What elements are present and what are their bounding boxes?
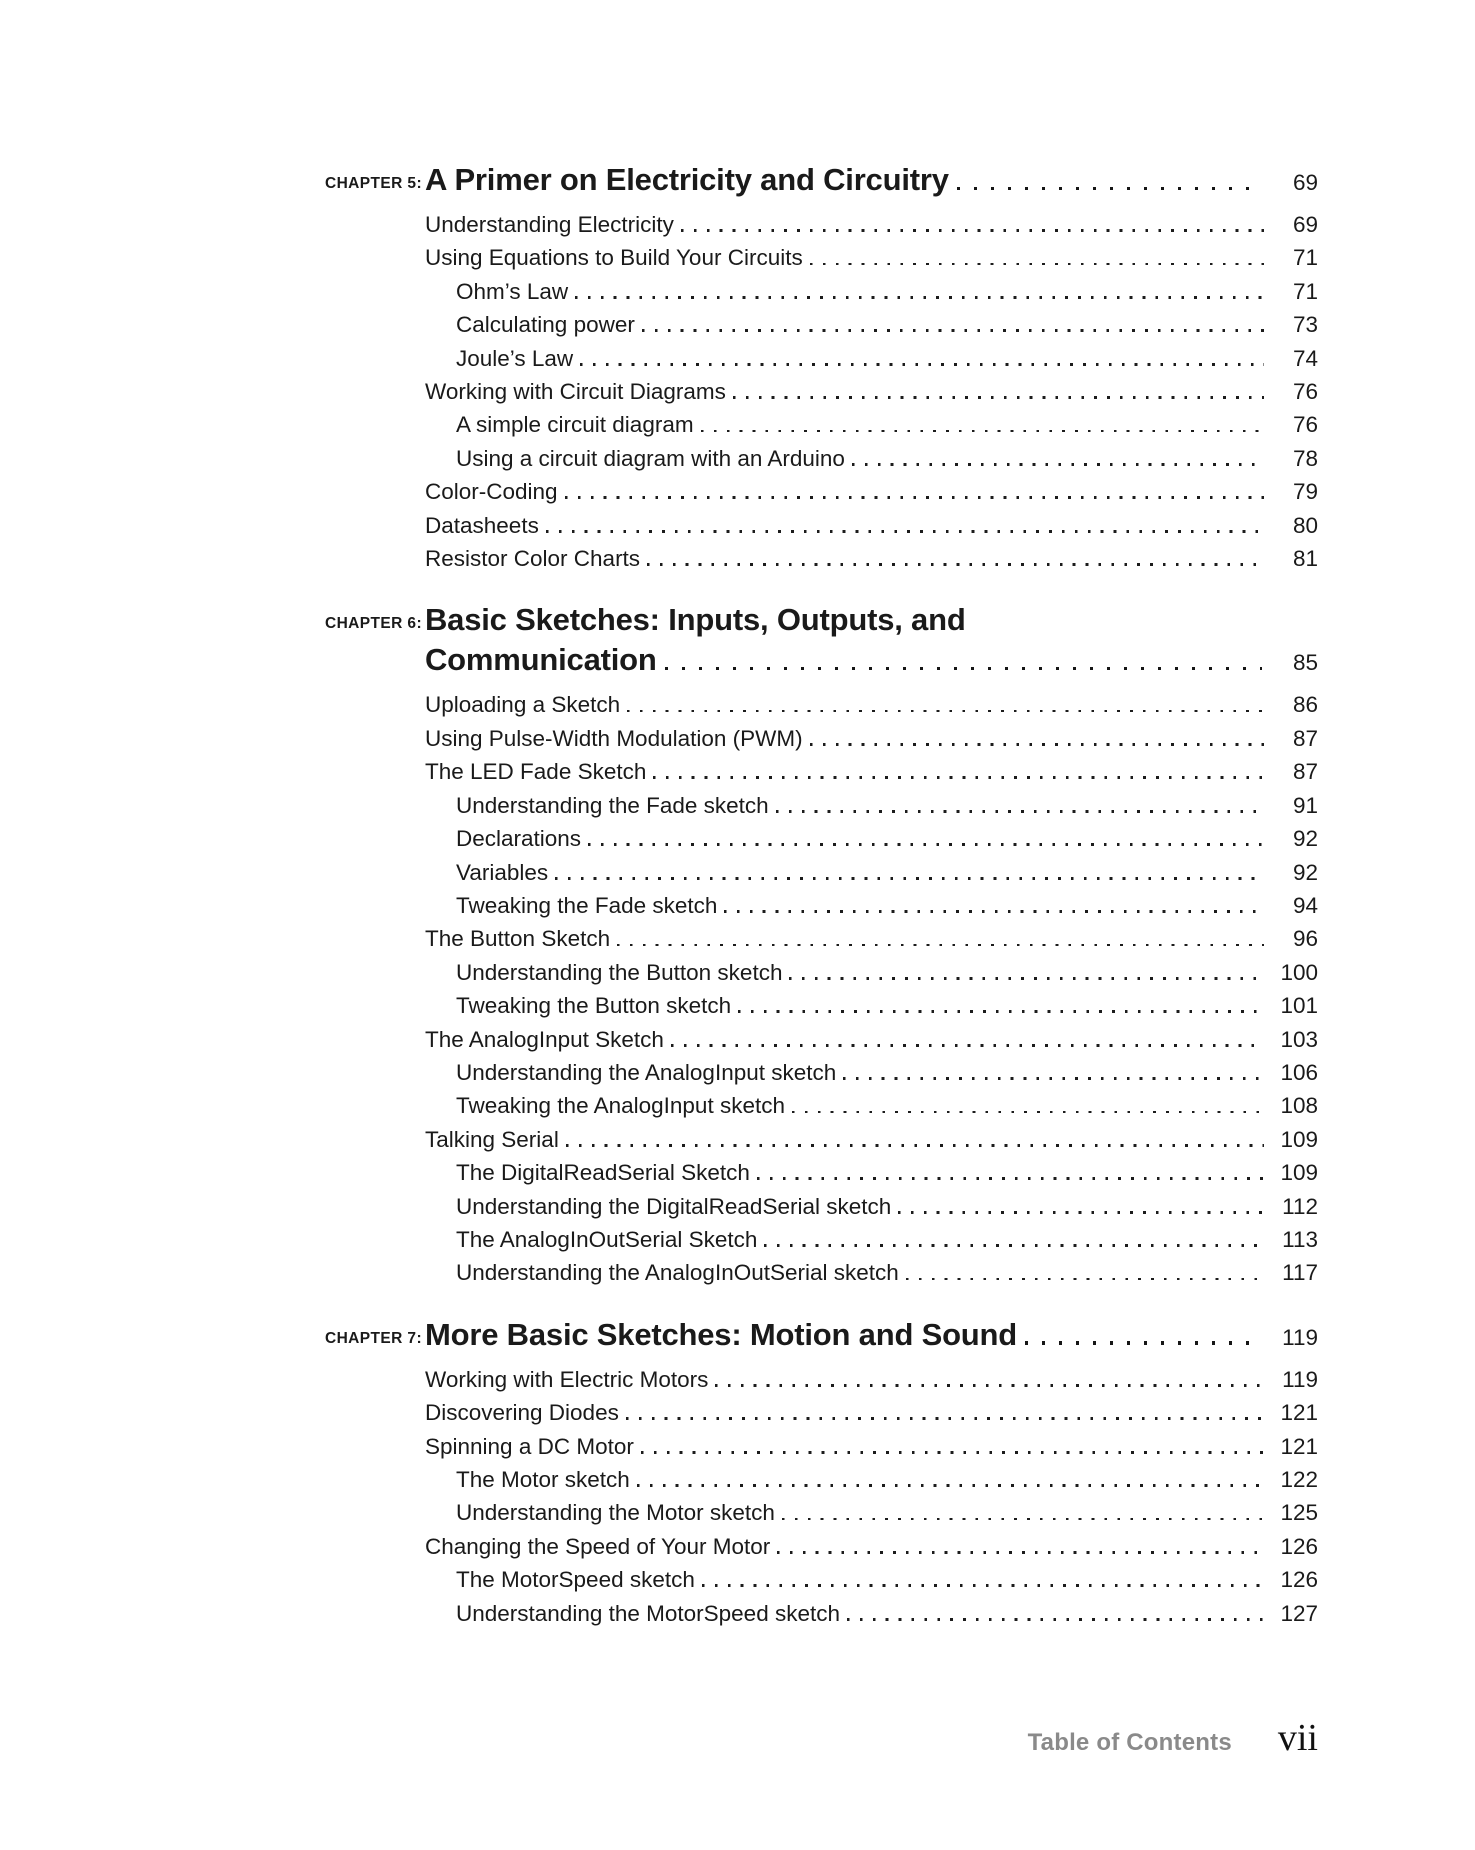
chapter-heading <box>425 160 1318 203</box>
toc-entry <box>425 822 1318 855</box>
toc-entry <box>425 1563 1318 1596</box>
chapter-entries <box>425 688 1318 1289</box>
toc-entry-page-number: 125 <box>1280 1500 1318 1526</box>
toc-entry-title: Understanding the Motor sketch <box>456 1500 775 1526</box>
toc-chapter <box>325 600 1318 1289</box>
toc-entry-page-number: 91 <box>1292 792 1318 818</box>
toc-entry-page-number: 79 <box>1292 479 1318 505</box>
toc-entry-title: Using Pulse-Width Modulation (PWM) <box>425 725 803 751</box>
toc-entry-page-number: 126 <box>1280 1567 1318 1593</box>
dot-leader <box>715 1384 1264 1387</box>
dot-leader <box>617 944 1264 947</box>
chapter-heading <box>425 600 1318 683</box>
toc-entry-page-number: 109 <box>1280 1160 1318 1186</box>
dot-leader <box>580 363 1264 366</box>
toc-entry-title: A simple circuit diagram <box>456 412 694 438</box>
toc-entry-page-number: 117 <box>1282 1260 1318 1286</box>
dot-leader <box>653 776 1264 779</box>
toc-entry-page-number: 127 <box>1280 1600 1318 1626</box>
toc-entry <box>425 1363 1318 1396</box>
dot-leader <box>641 1451 1264 1454</box>
toc-entry <box>425 442 1318 475</box>
toc-entry-page-number: 86 <box>1292 692 1318 718</box>
toc-entry-page-number: 106 <box>1280 1059 1318 1085</box>
toc-entry <box>425 275 1318 308</box>
toc-entry-title: Declarations <box>456 826 582 852</box>
dot-leader <box>671 1044 1264 1047</box>
toc-entry <box>425 408 1318 441</box>
toc-entry-page-number: 122 <box>1280 1467 1318 1492</box>
dot-leader <box>789 977 1264 980</box>
toc-entry-title: The Button Sketch <box>425 926 611 952</box>
toc-entry-title: Using a circuit diagram with an Arduino <box>456 445 845 471</box>
toc-entry-page-number: 103 <box>1280 1026 1318 1052</box>
toc-entry-page-number: 80 <box>1292 512 1318 538</box>
dot-leader <box>738 1010 1264 1013</box>
toc-entry-title: Resistor Color Charts <box>425 546 641 572</box>
toc-entry-title: Ohm’s Law <box>456 278 569 304</box>
toc-entry-title: Understanding the DigitalReadSerial sketch <box>456 1193 892 1219</box>
toc-entry <box>425 789 1318 822</box>
toc-entry <box>425 1463 1318 1496</box>
toc-entry-title: Spinning a DC Motor <box>425 1433 634 1459</box>
toc-chapter <box>325 1315 1318 1630</box>
chapter-title: A Primer on Electricity and Circuitry <box>425 162 949 197</box>
toc-entry-page-number: 78 <box>1292 445 1318 471</box>
footer-section-label: Table of Contents <box>1027 1729 1232 1756</box>
toc-entry-title: Variables <box>456 859 549 885</box>
dot-leader <box>566 1144 1264 1147</box>
toc-entry-page-number: 87 <box>1292 759 1318 785</box>
dot-leader <box>665 667 1262 670</box>
chapter-title-line <box>425 160 1318 203</box>
toc-entry-title: Tweaking the Fade sketch <box>456 892 718 918</box>
toc-entry-title: The AnalogInOutSerial Sketch <box>456 1226 758 1252</box>
toc-entry-title: Uploading a Sketch <box>425 692 621 718</box>
toc-entry <box>425 1256 1318 1289</box>
toc-entry <box>425 1396 1318 1429</box>
dot-leader <box>702 1584 1264 1587</box>
toc-entry-page-number: 101 <box>1280 993 1318 1019</box>
toc-entry-page-number: 71 <box>1292 245 1318 271</box>
toc-entry <box>425 1123 1318 1156</box>
toc-entry <box>425 856 1318 889</box>
toc-entry-page-number: 92 <box>1292 859 1318 885</box>
toc-entry <box>425 208 1318 241</box>
chapter-title-line <box>425 600 1318 640</box>
chapter-entries <box>425 1363 1318 1630</box>
dot-leader <box>847 1618 1264 1621</box>
toc-entry <box>425 542 1318 575</box>
toc-entry-title: Joule’s Law <box>456 345 574 371</box>
chapter-label: CHAPTER 7: <box>325 1329 423 1347</box>
toc-entry-page-number: 73 <box>1292 312 1318 338</box>
dot-leader <box>724 910 1264 913</box>
dot-leader <box>764 1244 1264 1247</box>
toc-entry-page-number: 81 <box>1292 546 1318 572</box>
toc-entry-title: Understanding the Button sketch <box>456 959 783 985</box>
toc-entry-title: The AnalogInput Sketch <box>425 1026 664 1052</box>
dot-leader <box>843 1077 1264 1080</box>
toc-entry <box>425 509 1318 542</box>
chapter-title: Communication <box>425 642 657 678</box>
chapter-page-number: 69 <box>1292 170 1318 195</box>
toc-entry-page-number: 92 <box>1292 826 1318 852</box>
dot-leader <box>782 1518 1264 1521</box>
dot-leader <box>810 743 1264 746</box>
toc-entry <box>425 1530 1318 1563</box>
toc-entry <box>425 1190 1318 1223</box>
toc-entry-title: Tweaking the AnalogInput sketch <box>456 1093 785 1119</box>
toc-entry-title: Working with Electric Motors <box>425 1366 709 1392</box>
chapter-title-line <box>425 640 1318 683</box>
dot-leader <box>681 229 1264 232</box>
toc-entry-page-number: 121 <box>1280 1433 1318 1459</box>
toc-entry <box>425 722 1318 755</box>
dot-leader <box>777 1551 1264 1554</box>
toc-entry-page-number: 126 <box>1280 1533 1318 1559</box>
toc-entry-title: Datasheets <box>425 512 539 538</box>
toc-entry <box>425 1430 1318 1463</box>
toc-entry-page-number: 96 <box>1292 926 1318 952</box>
dot-leader <box>565 496 1264 499</box>
toc-entry <box>425 475 1318 508</box>
toc-entry <box>425 1496 1318 1529</box>
dot-leader <box>588 843 1264 846</box>
toc <box>325 160 1318 1630</box>
dot-leader <box>642 329 1264 332</box>
toc-entry-page-number: 113 <box>1282 1226 1318 1252</box>
toc-entry <box>425 956 1318 989</box>
toc-entry-title: The DigitalReadSerial Sketch <box>456 1160 750 1186</box>
toc-entry-title: Discovering Diodes <box>425 1400 619 1426</box>
dot-leader <box>733 396 1264 399</box>
toc-entry <box>425 375 1318 408</box>
toc-entry-title: Understanding the AnalogInput sketch <box>456 1059 837 1085</box>
toc-entry <box>425 308 1318 341</box>
chapter-heading <box>425 1315 1318 1358</box>
toc-entry <box>425 755 1318 788</box>
toc-entry-title: Understanding Electricity <box>425 212 674 237</box>
toc-entry <box>425 1089 1318 1122</box>
toc-entry <box>425 1223 1318 1256</box>
toc-entry <box>425 889 1318 922</box>
toc-entry-title: The Motor sketch <box>456 1467 630 1492</box>
toc-entry-title: Color-Coding <box>425 479 558 505</box>
toc-entry <box>425 1597 1318 1630</box>
dot-leader <box>852 463 1264 466</box>
page-footer <box>1028 1716 1318 1760</box>
toc-entry-page-number: 109 <box>1280 1126 1318 1152</box>
toc-entry-page-number: 87 <box>1292 725 1318 751</box>
chapter-label: CHAPTER 6: <box>325 615 423 633</box>
toc-entry-page-number: 112 <box>1282 1193 1318 1219</box>
toc-entry-page-number: 121 <box>1280 1400 1318 1426</box>
toc-entry <box>425 1156 1318 1189</box>
dot-leader <box>546 530 1264 533</box>
toc-entry-title: The MotorSpeed sketch <box>456 1567 695 1593</box>
toc-entry-title: Understanding the Fade sketch <box>456 792 769 818</box>
toc-entry-title: Understanding the MotorSpeed sketch <box>456 1600 840 1626</box>
toc-entry-title: Working with Circuit Diagrams <box>425 379 726 405</box>
toc-entry-page-number: 94 <box>1292 892 1318 918</box>
toc-entry <box>425 1056 1318 1089</box>
dot-leader <box>906 1278 1264 1281</box>
dot-leader <box>776 810 1264 813</box>
toc-entry-title: Changing the Speed of Your Motor <box>425 1533 771 1559</box>
chapter-page-number: 119 <box>1282 1324 1318 1350</box>
toc-entry-page-number: 76 <box>1292 412 1318 438</box>
toc-chapter <box>325 160 1318 575</box>
dot-leader <box>957 187 1262 190</box>
dot-leader <box>647 563 1264 566</box>
dot-leader <box>792 1111 1264 1114</box>
dot-leader <box>626 1417 1264 1420</box>
chapter-label: CHAPTER 5: <box>325 175 423 192</box>
toc-entry-title: Understanding the AnalogInOutSerial sketch <box>456 1260 899 1286</box>
toc-entry-page-number: 100 <box>1280 959 1318 985</box>
chapter-entries <box>425 208 1318 575</box>
dot-leader <box>810 263 1264 266</box>
toc-entry-title: The LED Fade Sketch <box>425 759 647 785</box>
toc-entry-title: Talking Serial <box>425 1126 559 1152</box>
dot-leader <box>575 296 1264 299</box>
toc-entry <box>425 922 1318 955</box>
toc-entry-title: Tweaking the Button sketch <box>456 993 732 1019</box>
dot-leader <box>637 1484 1264 1487</box>
dot-leader <box>757 1177 1264 1180</box>
toc-entry-page-number: 69 <box>1292 212 1318 237</box>
toc-entry <box>425 342 1318 375</box>
toc-entry-title: Calculating power <box>456 312 635 338</box>
toc-entry-page-number: 108 <box>1280 1093 1318 1119</box>
toc-entry-page-number: 76 <box>1292 379 1318 405</box>
dot-leader <box>898 1211 1264 1214</box>
chapter-title: More Basic Sketches: Motion and Sound <box>425 1316 1018 1352</box>
dot-leader <box>701 430 1264 433</box>
toc-entry-page-number: 74 <box>1292 345 1318 371</box>
chapter-title-line <box>425 1315 1318 1358</box>
toc-entry <box>425 241 1318 274</box>
chapter-page-number: 85 <box>1292 650 1318 676</box>
toc-entry-title: Using Equations to Build Your Circuits <box>425 245 803 271</box>
dot-leader <box>627 710 1264 713</box>
dot-leader <box>1025 1341 1262 1344</box>
toc-entry <box>425 989 1318 1022</box>
toc-entry-page-number: 71 <box>1292 278 1318 304</box>
toc-entry-page-number: 119 <box>1282 1366 1318 1392</box>
dot-leader <box>555 877 1264 880</box>
toc-entry <box>425 688 1318 721</box>
chapter-title: Basic Sketches: Inputs, Outputs, and <box>425 602 966 638</box>
toc-entry <box>425 1023 1318 1056</box>
footer-page-number: vii <box>1277 1717 1318 1759</box>
